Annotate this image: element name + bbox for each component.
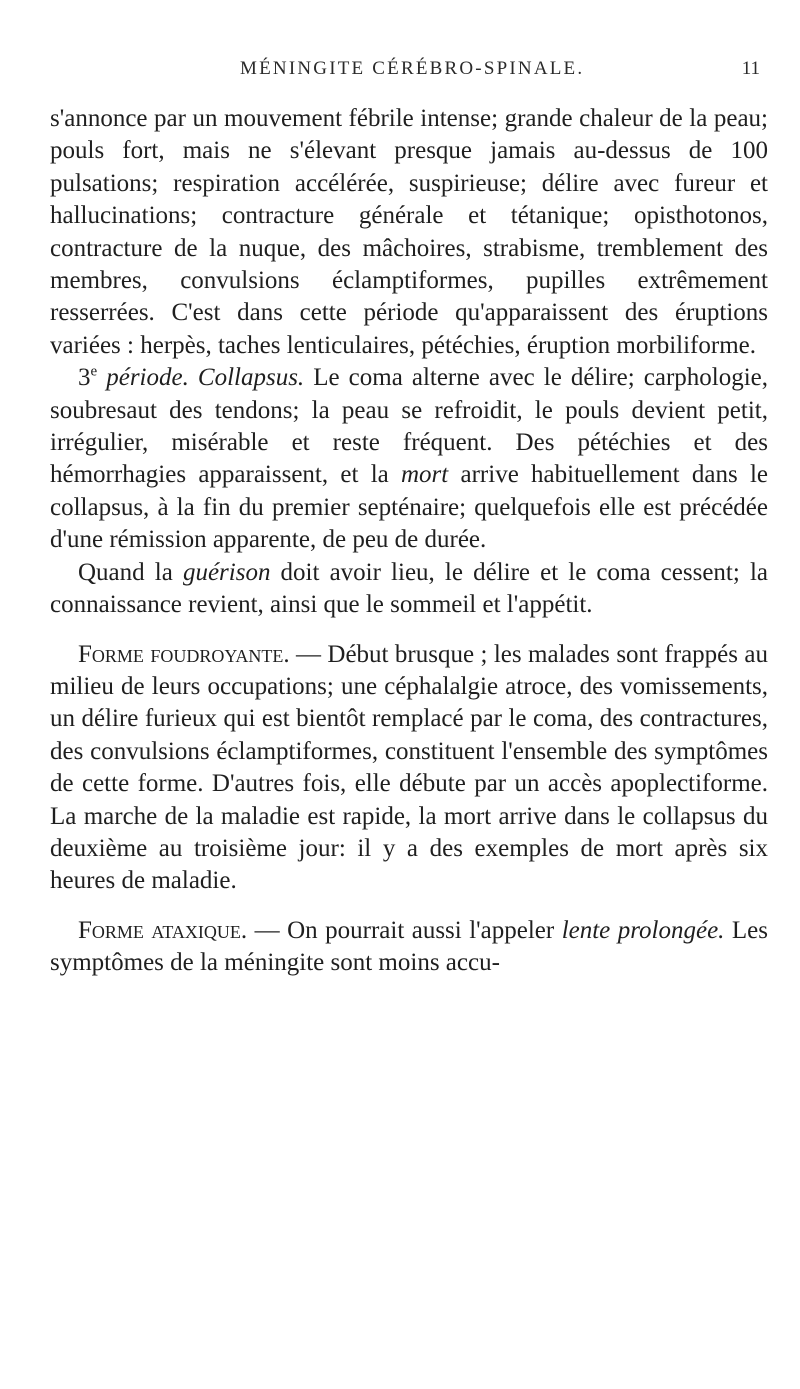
page-header	[240, 58, 760, 84]
paragraph-text: — Début brusque ; les malades sont frappés au milieu de leurs occupations; une céphalalgie atroce, des vomissements, un délire furieux qui est bientôt remplacé par le coma, des contractures, des convulsions éclamptiformes, constituent l'ensemble des symptômes de cette forme. D'autres fois, elle débute par un accès apoplectiforme. La marche de la maladie est rapide, la mort arrive dans le collapsus du deuxième au troisième jour: il y a des exemples de mort après six heures de maladie.	[50, 640, 768, 895]
paragraph-continuation	[50, 103, 768, 362]
paragraph-recovery	[50, 557, 768, 622]
page-number: 11	[741, 58, 760, 79]
period-title: période. Collapsus.	[106, 364, 305, 392]
body-text	[50, 103, 768, 980]
period-number: 3	[78, 364, 91, 392]
paragraph-text: Les symptômes de la méningite sont moins accu-	[50, 916, 769, 977]
paragraph-text: — On pourrait aussi l'appeler	[247, 916, 562, 944]
paragraph-text: s'annonce par un mouvement fébrile intense; grande chaleur de la peau; pouls fort, mais ne s'élevant presque jamais au-dessus de 100 pulsations; respiration accélérée, suspirieuse; délire avec fureur et hallucinations; contracture générale et tétanique; opisthotonos, contracture de la nuque, des mâchoires, strabisme, tremblement des membres, convulsions éclamptiformes, pupilles extrêmement resserrées. C'est dans cette période qu'apparaissent des éruptions variées : herpès, taches lenticulaires, pétéchies, éruption morbiliforme.	[50, 105, 768, 359]
italic-term: mort	[401, 461, 449, 489]
paragraph-text: arrive habituellement dans le collapsus, à la fin du premier septénaire; quelquefois elle est précédée d'une rémission apparente, de peu de durée.	[50, 461, 768, 554]
paragraph-text: Le coma alterne avec le délire; carphologie, soubresaut des tendons; la peau se refroidit, le pouls devient petit, irrégulier, misérable et reste fréquent. Des pétéchies et des hémorrhagies apparaissent, et la	[50, 364, 769, 489]
period-number-superscript: e	[90, 363, 98, 380]
paragraph-fulminant-form	[50, 639, 768, 898]
paragraph-ataxic-form	[50, 915, 768, 980]
section-heading: Forme foudroyante.	[78, 640, 290, 668]
running-title: MÉNINGITE CÉRÉBRO-SPINALE.	[240, 58, 585, 79]
section-heading: Forme ataxique.	[78, 916, 248, 944]
italic-term: lente prolongée.	[561, 916, 725, 944]
paragraph-text: Quand la	[78, 558, 183, 586]
paragraph-third-period	[50, 362, 768, 556]
italic-term: guérison	[182, 558, 271, 586]
paragraph-text: doit avoir lieu, le délire et le coma cessent; la connaissance revient, ainsi que le sommeil et l'appétit.	[50, 558, 768, 619]
